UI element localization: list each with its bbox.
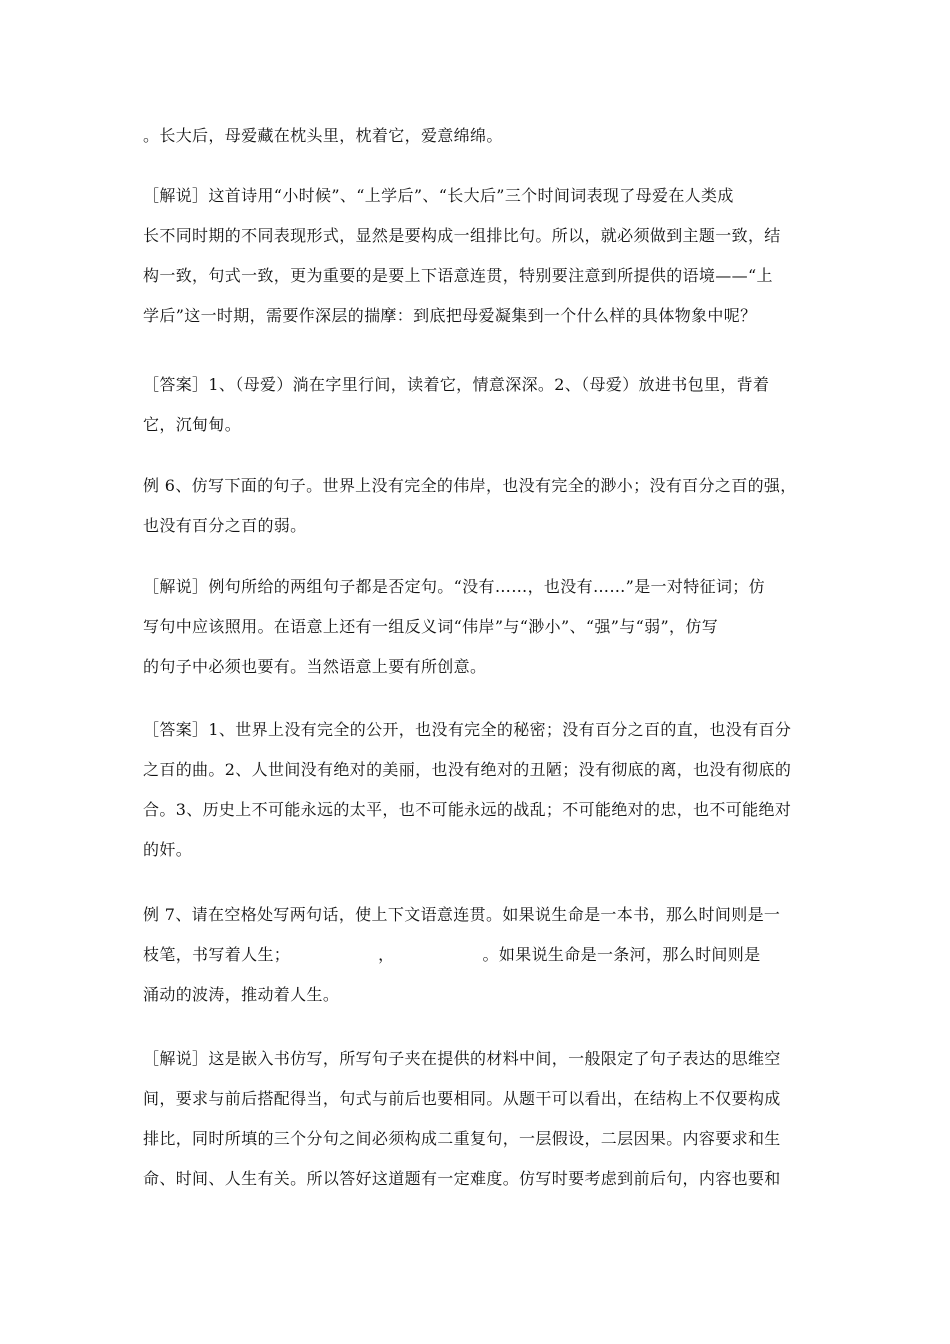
paragraph-explanation-2	[143, 567, 811, 687]
paragraph-explanation-1	[143, 176, 811, 336]
fill-in-before: 枝笔，书写着人生；	[143, 945, 291, 964]
text-line: 例 6、仿写下面的句子。世界上没有完全的伟岸，也没有完全的渺小；没有百分之百的强，	[143, 476, 797, 495]
text-line: ［解说］这是嵌入书仿写，所写句子夹在提供的材料中间，一般限定了句子表达的思维空	[143, 1049, 781, 1068]
text-line: 它，沉甸甸。	[143, 415, 242, 434]
text-line: 例 7、请在空格处写两句话，使上下文语意连贯。如果说生命是一本书，那么时间则是一	[143, 905, 781, 924]
text-line: 写句中应该照用。在语意上还有一组反义词“伟岸”与“渺小”、“强”与“弱”，仿写	[143, 617, 719, 636]
text-line: 的句子中必须也要有。当然语意上要有所创意。	[143, 657, 487, 676]
paragraph-answer-2	[143, 710, 811, 870]
text-line: 也没有百分之百的弱。	[143, 516, 307, 535]
fill-in-after: 。如果说生命是一条河，那么时间则是	[482, 945, 761, 964]
paragraph-intro-fragment	[143, 116, 811, 156]
text-line: ［答案］1、世界上没有完全的公开，也没有完全的秘密；没有百分之百的直，也没有百分	[143, 720, 792, 739]
text-line: 之百的曲。2、人世间没有绝对的美丽，也没有绝对的丑陋；没有彻底的离，也没有彻底的	[143, 760, 792, 779]
text-line: 间，要求与前后搭配得当，句式与前后也要相同。从题干可以看出，在结构上不仅要构成	[143, 1089, 781, 1108]
text-line: 。长大后，母爱藏在枕头里，枕着它，爱意绵绵。	[143, 126, 503, 145]
text-line: 命、时间、人生有关。所以答好这道题有一定难度。仿写时要考虑到前后句，内容也要和	[143, 1169, 781, 1188]
text-line: ［解说］例句所给的两组句子都是否定句。“没有……，也没有……”是一对特征词；仿	[143, 577, 766, 596]
text-line: ［答案］1、（母爱）淌在字里行间，读着它，情意深深。2、（母爱）放进书包里，背着	[143, 375, 770, 394]
fill-in-line	[143, 935, 811, 975]
text-line: 合。3、历史上不可能永远的太平，也不可能永远的战乱；不可能绝对的忠，也不可能绝对	[143, 800, 792, 819]
text-line: 学后”这一时期，需要作深层的揣摩：到底把母爱凝集到一个什么样的具体物象中呢？	[143, 306, 757, 325]
paragraph-explanation-3	[143, 1039, 811, 1199]
text-line: 的奸。	[143, 840, 193, 859]
text-line: 构一致，句式一致，更为重要的是要上下语意连贯，特别要注意到所提供的语境——“上	[143, 266, 773, 285]
paragraph-answer-1	[143, 365, 811, 445]
text-line: 长不同时期的不同表现形式，显然是要构成一组排比句。所以，就必须做到主题一致，结	[143, 226, 781, 245]
text-line: ［解说］这首诗用“小时候”、“上学后”、“长大后”三个时间词表现了母爱在人类成	[143, 186, 734, 205]
fill-in-separator: ，	[378, 945, 395, 964]
text-line: 排比，同时所填的三个分句之间必须构成二重复句，一层假设，二层因果。内容要求和生	[143, 1129, 781, 1148]
paragraph-example-6	[143, 466, 811, 546]
text-line: 涌动的波涛，推动着人生。	[143, 985, 340, 1004]
paragraph-example-7	[143, 895, 811, 1015]
